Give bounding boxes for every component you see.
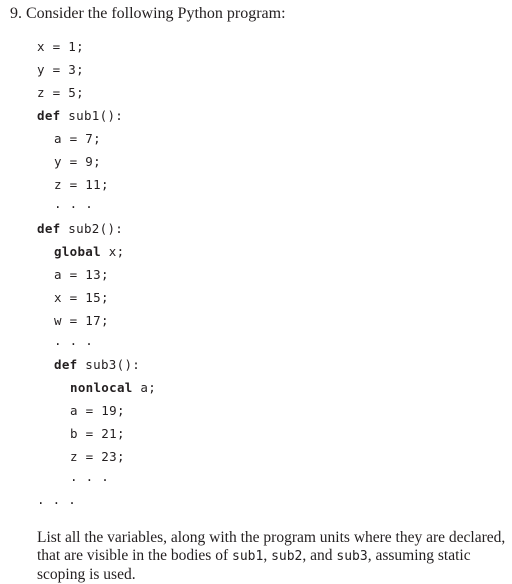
- question-title: Consider the following Python program:: [26, 5, 286, 22]
- code-line: z = 11;: [54, 177, 109, 192]
- code-line: a = 19;: [70, 403, 125, 418]
- code-line: [37, 108, 123, 124]
- code-line: a = 7;: [54, 131, 101, 146]
- code-keyword: def: [54, 357, 78, 372]
- code-ellipsis: . . .: [37, 492, 77, 507]
- code-line: x = 15;: [54, 290, 109, 305]
- paragraph-text: , and: [302, 547, 337, 564]
- question-heading: [10, 4, 286, 24]
- code-keyword: global: [54, 244, 101, 259]
- code-keyword: def: [37, 108, 61, 123]
- code-line: a = 13;: [54, 267, 109, 282]
- code-line: w = 17;: [54, 313, 109, 328]
- code-text: a;: [132, 380, 157, 395]
- code-ellipsis: . . .: [54, 333, 94, 348]
- code-text: sub3():: [77, 357, 141, 372]
- code-line: [54, 244, 124, 260]
- code-text: sub1():: [60, 108, 124, 123]
- code-line: [37, 221, 123, 237]
- code-ellipsis: . . .: [70, 469, 110, 484]
- code-line: x = 1;: [37, 39, 84, 54]
- code-line: [54, 357, 140, 373]
- code-line: y = 9;: [54, 154, 101, 169]
- code-keyword: def: [37, 221, 61, 236]
- paragraph-text: ,: [263, 547, 272, 564]
- question-paragraph: [37, 529, 507, 584]
- inline-code-sub3: sub3: [336, 549, 368, 564]
- code-text: x;: [100, 244, 125, 259]
- code-line: z = 23;: [70, 449, 125, 464]
- paragraph-text: , assuming static scoping is used.: [37, 547, 471, 583]
- code-ellipsis: . . .: [54, 196, 94, 211]
- code-line: b = 21;: [70, 426, 125, 441]
- code-keyword: nonlocal: [70, 380, 133, 395]
- code-line: y = 3;: [37, 62, 84, 77]
- inline-code-sub2: sub2: [271, 549, 303, 564]
- code-line: [70, 380, 156, 396]
- inline-code-sub1: sub1: [232, 549, 264, 564]
- question-number: 9.: [10, 5, 22, 22]
- code-line: z = 5;: [37, 85, 84, 100]
- code-text: sub2():: [60, 221, 124, 236]
- paragraph-text: List all the variables, along with the program units where they are declared, that are visible in the bodies of: [37, 529, 506, 564]
